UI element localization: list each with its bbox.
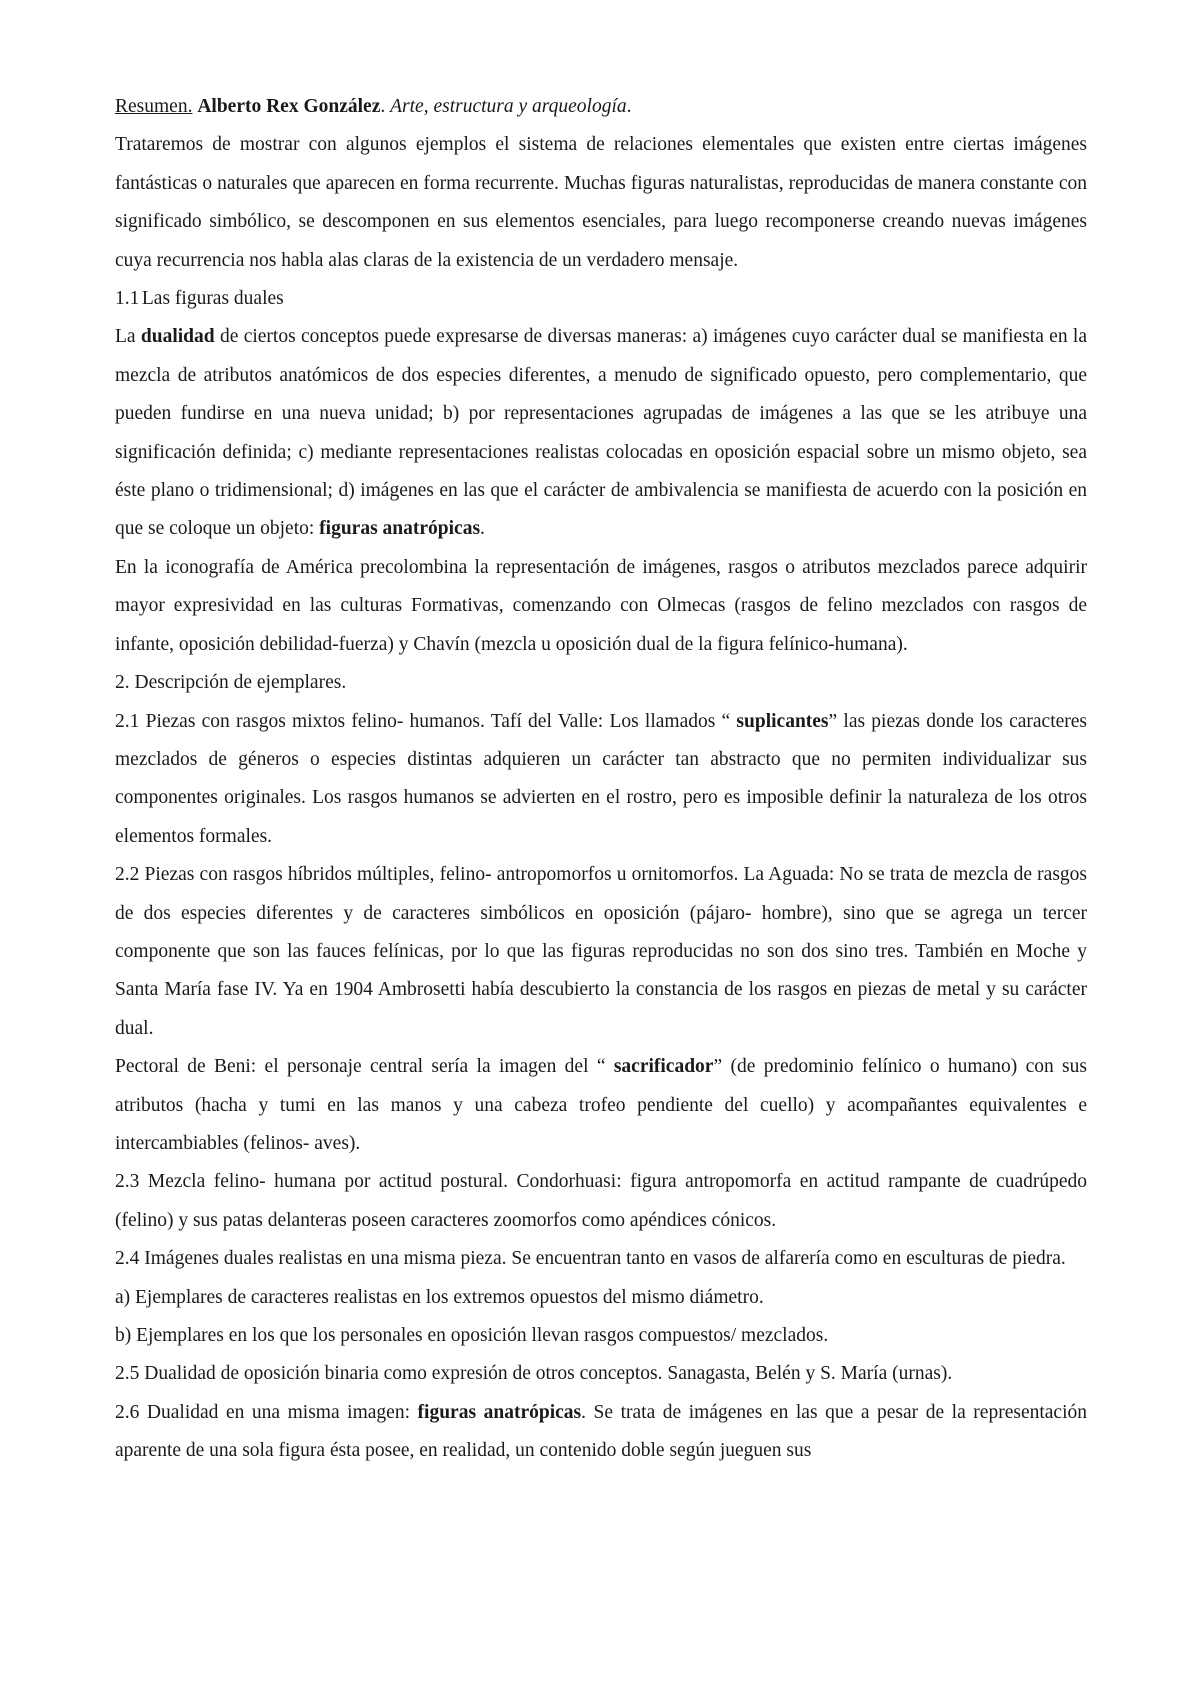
header-final-period: . (626, 96, 632, 117)
author-name: Alberto Rex González (197, 96, 381, 117)
dualidad-lead: La (115, 326, 141, 348)
dualidad-paragraph (115, 318, 1087, 548)
dualidad-term: dualidad (140, 326, 215, 348)
pectoral-lead: Pectoral de Beni: el personaje central sería la imagen del “ (115, 1056, 614, 1078)
section-2-6-body: . Se trata de imágenes en las que a pesar de la representación aparente de una sola figura ésta posee, en realidad, un contenido doble según jueguen sus (115, 1401, 1087, 1462)
suplicantes-term: suplicantes (736, 710, 829, 732)
section-1-1-title: Las figuras duales (141, 288, 284, 310)
section-2-heading: 2. Descripción de ejemplares. (115, 672, 347, 694)
pectoral-paragraph (115, 1048, 1087, 1163)
section-2-6-lead: 2.6 Dualidad en una misma imagen: (115, 1401, 418, 1423)
section-2-2-paragraph: 2.2 Piezas con rasgos híbridos múltiples, felino- antropomorfos u ornitomorfos. La Aguada: No se trata de mezcla de rasgos de dos especies diferentes y de caracteres simbólicos en oposición (pájaro- hombre), sino que se agrega un tercer componente que son las fauces felínicas, por lo que las figuras reproducidas no son dos sino tres. También en Moche y Santa María fase IV. Ya en 1904 Ambrosetti había descubierto la constancia de los rasgos en piezas de metal y su carácter dual. (115, 864, 1087, 1039)
header-line (115, 88, 1087, 126)
section-1-1-heading (115, 280, 1087, 318)
section-2-6-paragraph (115, 1394, 1087, 1471)
section-2-5-paragraph: 2.5 Dualidad de oposición binaria como expresión de otros conceptos. Sanagasta, Belén y S. María (urnas). (115, 1363, 953, 1385)
pectoral-body: ” (de predominio felínico o humano) con sus atributos (hacha y tumi en las manos y una cabeza trofeo pendiente del cuello) y acompañantes equivalentes e intercambiables (felinos- aves). (115, 1056, 1087, 1154)
section-1-1-number: 1.1 (115, 288, 140, 310)
anatropicas-term: figuras anatrópicas (319, 518, 481, 540)
document-body (115, 88, 1087, 1471)
author-period: . (380, 96, 386, 117)
dualidad-body: de ciertos conceptos puede expresarse de diversas maneras: a) imágenes cuyo carácter dual se manifiesta en la mezcla de atributos anatómicos de dos especies diferentes, a menudo de significado opuesto, pero complementario, que pueden fundirse en una nueva unidad; b) por representaciones agrupadas de imágenes a las que se les atribuye una significación definida; c) mediante representaciones realistas colocadas en oposición espacial sobre un mismo objeto, sea éste plano o tridimensional; d) imágenes en las que el carácter de ambivalencia se manifiesta de acuerdo con la posición en que se coloque un objeto: (115, 326, 1087, 540)
intro-paragraph: Trataremos de mostrar con algunos ejemplos el sistema de relaciones elementales que existen entre ciertas imágenes fantásticas o naturales que aparecen en forma recurrente. Muchas figuras naturalistas, reproducidas de manera constante con significado simbólico, se descomponen en sus elementos esenciales, para luego recomponerse creando nuevas imágenes cuya recurrencia nos habla alas claras de la existencia de un verdadero mensaje. (115, 134, 1087, 271)
section-2-1-lead: 2.1 Piezas con rasgos mixtos felino- humanos. Tafí del Valle: Los llamados “ (115, 710, 737, 732)
section-2-3-paragraph: 2.3 Mezcla felino- humana por actitud postural. Condorhuasi: figura antropomorfa en actitud rampante de cuadrúpedo (felino) y sus patas delanteras poseen caracteres zoomorfos como apéndices cónicos. (115, 1171, 1087, 1231)
america-paragraph: En la iconografía de América precolombina la representación de imágenes, rasgos o atributos mezclados parece adquirir mayor expresividad en las culturas Formativas, comenzando con Olmecas (rasgos de felino mezclados con rasgos de infante, oposición debilidad-fuerza) y Chavín (mezcla u oposición dual de la figura felínico-humana). (115, 556, 1087, 655)
work-title: Arte, estructura y arqueología (390, 96, 627, 117)
sacrificador-term: sacrificador (613, 1056, 714, 1078)
list-item-b: b) Ejemplares en los que los personales en oposición llevan rasgos compuestos/ mezclados. (115, 1325, 829, 1346)
resumen-label: Resumen. (115, 96, 193, 117)
anatropicas-term-2: figuras anatrópicas (417, 1401, 582, 1423)
dualidad-end: . (480, 518, 485, 540)
section-2-1-paragraph (115, 703, 1087, 857)
section-2-1-body: ” las piezas donde los caracteres mezclados de géneros o especies distintas adquieren un carácter tan abstracto que no permiten individualizar sus componentes originales. Los rasgos humanos se advierten en el rostro, pero es imposible definir la naturaleza de los otros elementos formales. (115, 710, 1088, 847)
section-2-4-paragraph: 2.4 Imágenes duales realistas en una misma pieza. Se encuentran tanto en vasos de alfarería como en esculturas de piedra. (115, 1248, 1066, 1270)
list-item-a: a) Ejemplares de caracteres realistas en los extremos opuestos del mismo diámetro. (115, 1286, 764, 1308)
